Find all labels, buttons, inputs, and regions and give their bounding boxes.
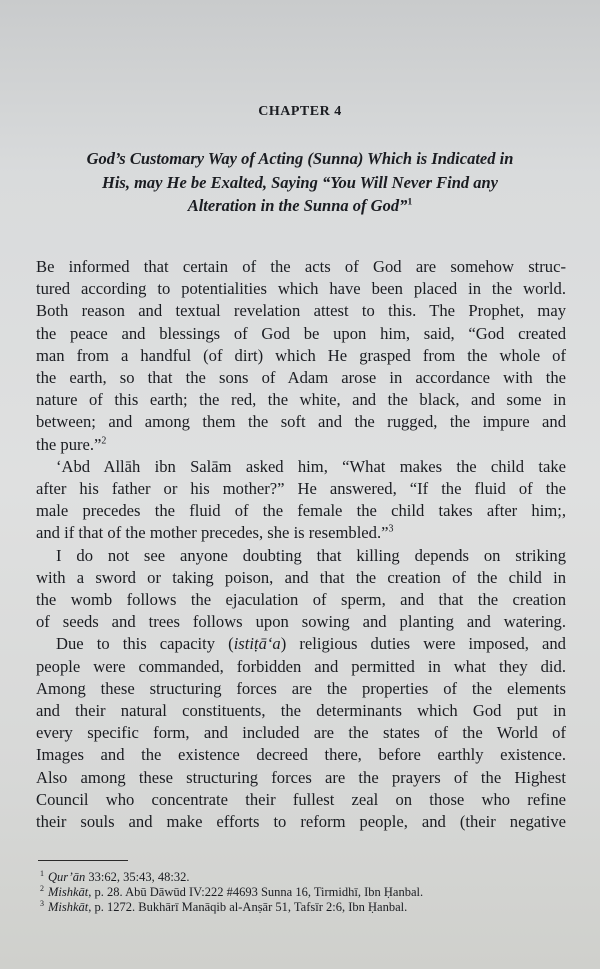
footnote (40, 870, 560, 885)
text-line: the womb follows the ejaculation of sperm, and that the creation (36, 590, 566, 610)
body-text (36, 256, 566, 833)
text-line: I do not see anyone doubting that killing depends on striking (56, 545, 566, 565)
chapter-label: CHAPTER 4 (258, 104, 342, 119)
footnote-text: , p. 1272. Bukhārī Manāqib al-Anṣār 51, Tafsīr 2:6, Ibn Ḥanbal. (88, 900, 408, 914)
footnote-source: Mishkāt (48, 900, 89, 914)
arabic-term: istiṭā‘a (233, 634, 281, 654)
footnotes (40, 870, 560, 915)
text-line: their souls and make efforts to reform people, and (their negative (36, 812, 566, 832)
text-line: of seeds and trees follows upon sowing and planting and watering. (36, 612, 566, 632)
text-line: people were commanded, forbidden and permitted in what they did. (36, 656, 566, 676)
text-line (36, 434, 566, 456)
text-line: between; and among them the soft and the rugged, the impure and (36, 412, 566, 432)
text-line: Both reason and textual revelation attest to this. The Prophet, may (36, 301, 566, 321)
text-line: tured according to potentialities which have been placed in the world. (36, 279, 566, 299)
chapter-title-line: God’s Customary Way of Acting (Sunna) Which is Indicated in (86, 149, 514, 168)
text-line: Council who concentrate their fullest zeal on those who refine (36, 789, 566, 809)
footnote-number: 3 (40, 898, 44, 908)
text-line-content: Due to this capacity ( (56, 634, 234, 654)
footnote-text: 33:62, 35:43, 48:32. (85, 870, 190, 884)
text-line: every specific form, and included are the states of the World of (36, 723, 566, 743)
text-line: Be informed that certain of the acts of God are somehow struc- (36, 257, 566, 276)
text-line: male precedes the fluid of the female the child takes after him;, (36, 501, 566, 521)
text-line: the peace and blessings of God be upon him, said, “God created (36, 323, 566, 343)
text-line (36, 633, 566, 655)
text-line: nature of this earth; the red, the white, and the black, and some in (36, 390, 566, 410)
footnote-text: , p. 28. Abū Dāwūd IV:222 #4693 Sunna 16, Tirmidhī, Ibn Ḥanbal. (88, 885, 424, 899)
text-line: the earth, so that the sons of Adam arose in accordance with the (36, 368, 566, 388)
text-line-content: and if that of the mother precedes, she is resembled.” (36, 523, 389, 543)
footnote-source: Mishkāt (48, 885, 89, 899)
text-line: ‘Abd Allāh ibn Salām asked him, “What makes the child take (56, 456, 566, 476)
text-line (36, 522, 566, 544)
chapter-title-line (40, 194, 560, 218)
chapter-title-line: His, may He be Exalted, Saying “You Will Never Find any (102, 172, 498, 192)
chapter-title-line-text: Alteration in the Sunna of God” (187, 196, 408, 215)
footnote-source: Qur’ān (48, 870, 86, 884)
footnote-divider (38, 860, 128, 861)
footnote (40, 885, 560, 900)
text-line: with a sword or taking poison, and that the creation of the child in (36, 567, 566, 587)
text-line: and their natural constituents, the determinants which God put in (36, 701, 566, 721)
text-line: Also among these structuring forces are the prayers of the Highest (36, 767, 566, 787)
footnote-marker: 3 (388, 523, 394, 535)
chapter-title (40, 147, 560, 218)
footnote (40, 900, 560, 915)
footnote-number: 1 (40, 868, 44, 878)
text-line: man from a handful (of dirt) which He grasped from the whole of (36, 345, 566, 365)
text-line-content: the pure.” (36, 434, 102, 454)
text-line: Among these structuring forces are the properties of the elements (36, 678, 566, 698)
text-line: Images and the existence decreed there, before earthly existence. (36, 745, 566, 765)
text-line: after his father or his mother?” He answered, “If the fluid of the (36, 479, 566, 499)
text-line-content: ) religious duties were imposed, and (280, 634, 566, 654)
footnote-number: 2 (40, 883, 44, 893)
footnote-marker: 2 (101, 435, 107, 447)
footnote-marker: 1 (407, 196, 413, 208)
